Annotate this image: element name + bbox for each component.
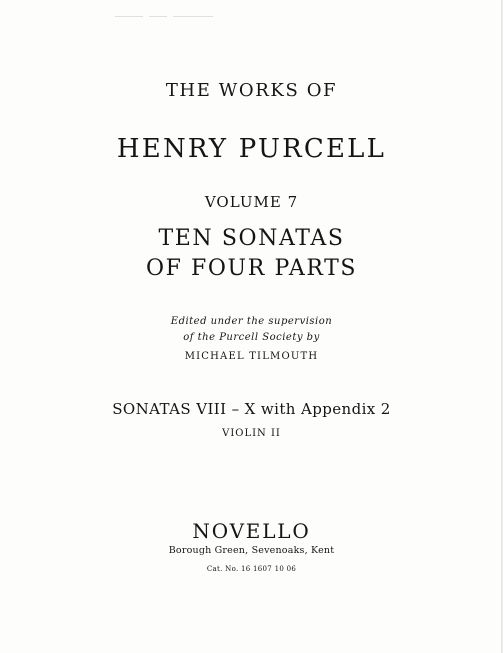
composer-name: HENRY PURCELL bbox=[116, 134, 387, 164]
editor-name: MICHAEL TILMOUTH bbox=[184, 351, 319, 362]
sonatas-subtitle: SONATAS VIII – X with Appendix 2 bbox=[112, 400, 391, 418]
editorial-line-1: Edited under the supervision bbox=[170, 316, 333, 327]
works-of-heading: THE WORKS OF bbox=[165, 80, 338, 101]
title-line-1: TEN SONATAS bbox=[158, 226, 345, 251]
editorial-line-2: of the Purcell Society by bbox=[183, 332, 320, 343]
catalog-number: Cat. No. 16 1607 10 06 bbox=[206, 565, 297, 573]
publisher-name: NOVELLO bbox=[192, 519, 311, 543]
instrument-part: VIOLIN II bbox=[222, 428, 281, 439]
volume-number: VOLUME 7 bbox=[204, 193, 299, 211]
publisher-address: Borough Green, Sevenoaks, Kent bbox=[168, 545, 335, 556]
faint-pencil-marking bbox=[115, 10, 225, 24]
title-line-2: OF FOUR PARTS bbox=[145, 256, 358, 281]
